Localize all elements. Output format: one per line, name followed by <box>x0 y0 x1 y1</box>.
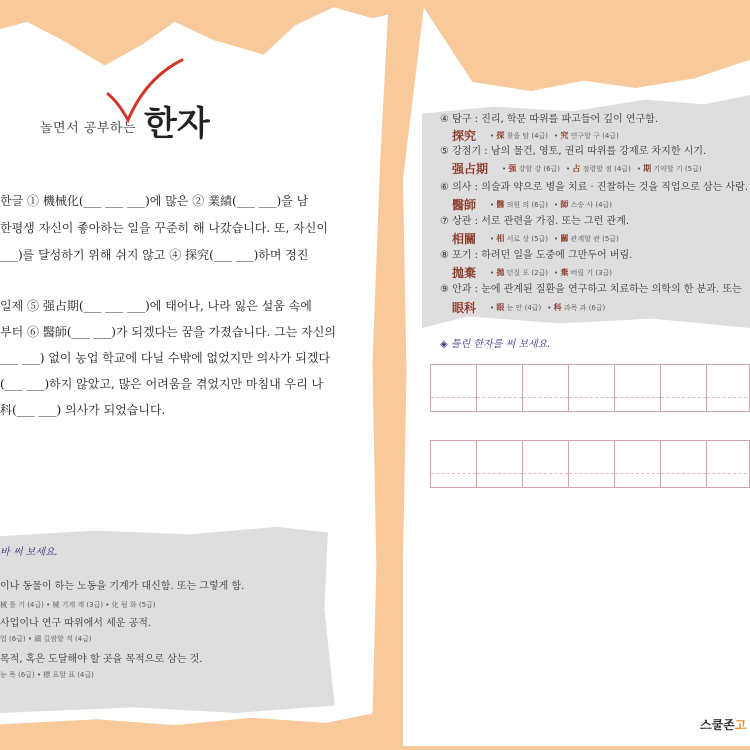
writing-cell[interactable] <box>615 441 661 487</box>
practice-grid-row-2[interactable] <box>430 440 750 488</box>
writing-cell[interactable] <box>569 365 615 411</box>
title-subtitle: 놀면서 공부하는 <box>40 121 137 136</box>
definition-hanja: 醫師 • 醫 의원 의 (6급) • 師 스승 사 (4급) <box>452 198 613 212</box>
definition-line: ⑥ 의사 : 의술과 약으로 병을 치료 · 진찰하는 것을 직업으로 삼는 사람. <box>440 182 748 193</box>
writing-cell[interactable] <box>523 365 569 411</box>
writing-cell[interactable] <box>707 365 750 411</box>
definition-hanja: 械 틀 기 (4급) • 械 기계 계 (3급) • 化 될 화 (5급) <box>0 601 156 609</box>
definition-line: ④ 탐구 : 진리, 학문 따위를 파고들어 깊이 연구함. <box>440 114 659 125</box>
definition-line: ⑧ 포기 : 하려던 일을 도중에 그만두어 버림. <box>440 250 633 261</box>
definition-line: ⑦ 상관 : 서로 관련을 가짐. 또는 그런 관계. <box>440 216 630 227</box>
practice-instruction: ◈ 틀린 한자를 써 보세요. <box>440 339 551 350</box>
writing-cell[interactable] <box>477 365 523 411</box>
definition-line: 목적, 혹은 도달해야 할 곳을 목적으로 삼는 것. <box>0 654 203 665</box>
writing-cell[interactable] <box>431 365 477 411</box>
story-line: 한글 ① 機械化(___ ___ ___)에 많은 ② 業績(___ ___)을 남 <box>0 194 309 208</box>
definition-hanja: 强占期 • 强 강할 강 (6급) • 占 점령할 점 (4급) • 期 기약할 기 (5급) <box>452 162 702 176</box>
definition-line: 사업이나 연구 따위에서 세운 공적. <box>0 618 152 629</box>
hanja-word: 探究 <box>452 129 477 143</box>
definition-hanja: 相關 • 相 서로 상 (5급) • 關 관계할 관 (5급) <box>452 232 619 246</box>
writing-cell[interactable] <box>707 441 750 487</box>
story-line: 한평생 자신이 좋아하는 일을 꾸준히 해 나갔습니다. 또, 자신이 <box>0 221 328 235</box>
page-title: 한자 <box>144 104 210 144</box>
definition-line: 이나 동물이 하는 노동을 기계가 대신함. 또는 그렇게 함. <box>0 581 245 592</box>
story-line: ___ ___) 없이 농업 학교에 다닐 수밖에 없었지만 의사가 되겠다 <box>0 351 331 365</box>
definition-hanja: 눈 목 (6급) • 標 표할 표 (4급) <box>0 671 94 679</box>
definition-hanja: 업 (6급) • 績 길쌈할 적 (4급) <box>0 635 92 643</box>
writing-cell[interactable] <box>615 365 661 411</box>
writing-cell[interactable] <box>661 441 707 487</box>
hanja-word: 强占期 <box>452 162 489 176</box>
practice-grid-row-1[interactable] <box>430 364 750 412</box>
story-line: (___ ___)하지 않았고, 많은 어려움을 겪었지만 마침내 우리 나 <box>0 377 324 391</box>
hanja-word: 相關 <box>452 232 477 246</box>
publisher-logo: 스쿨존고 <box>700 718 747 732</box>
story-line: 科(___ ___) 의사가 되었습니다. <box>0 403 166 417</box>
hanja-word: 眼科 <box>452 301 477 315</box>
writing-cell[interactable] <box>661 365 707 411</box>
definition-hanja: 眼科 • 眼 눈 안 (4급) • 科 과목 과 (6급) <box>452 301 606 315</box>
story-line: 부터 ⑥ 醫師(___ ___)가 되겠다는 꿈을 가졌습니다. 그는 자신의 <box>0 325 336 339</box>
definition-hanja: 探究 • 探 찾을 탐 (4급) • 究 연구할 구 (4급) <box>452 129 619 143</box>
writing-cell[interactable] <box>569 441 615 487</box>
writing-cell[interactable] <box>431 441 477 487</box>
hanja-word: 拋棄 <box>452 266 477 280</box>
story-line: 일제 ⑤ 强占期(___ ___ ___)에 태어나, 나라 잃은 설움 속에 <box>0 299 312 313</box>
definition-hanja: 拋棄 • 拋 던질 포 (2급) • 棄 버릴 기 (3급) <box>452 266 613 280</box>
story-line: ___)를 달성하기 위해 쉬지 않고 ④ 探究(___ ___)하며 정진 <box>0 248 309 262</box>
definition-line: ⑨ 안과 : 눈에 관계된 질환을 연구하고 치료하는 의학의 한 분과. 또는 <box>440 284 742 295</box>
writing-cell[interactable] <box>477 441 523 487</box>
left-instruction: 바 써 보세요. <box>0 547 58 558</box>
definition-line: ⑤ 강점기 : 남의 물건, 영토, 권리 따위를 강제로 차지한 시기. <box>440 146 707 157</box>
writing-cell[interactable] <box>523 441 569 487</box>
hanja-word: 醫師 <box>452 198 477 212</box>
